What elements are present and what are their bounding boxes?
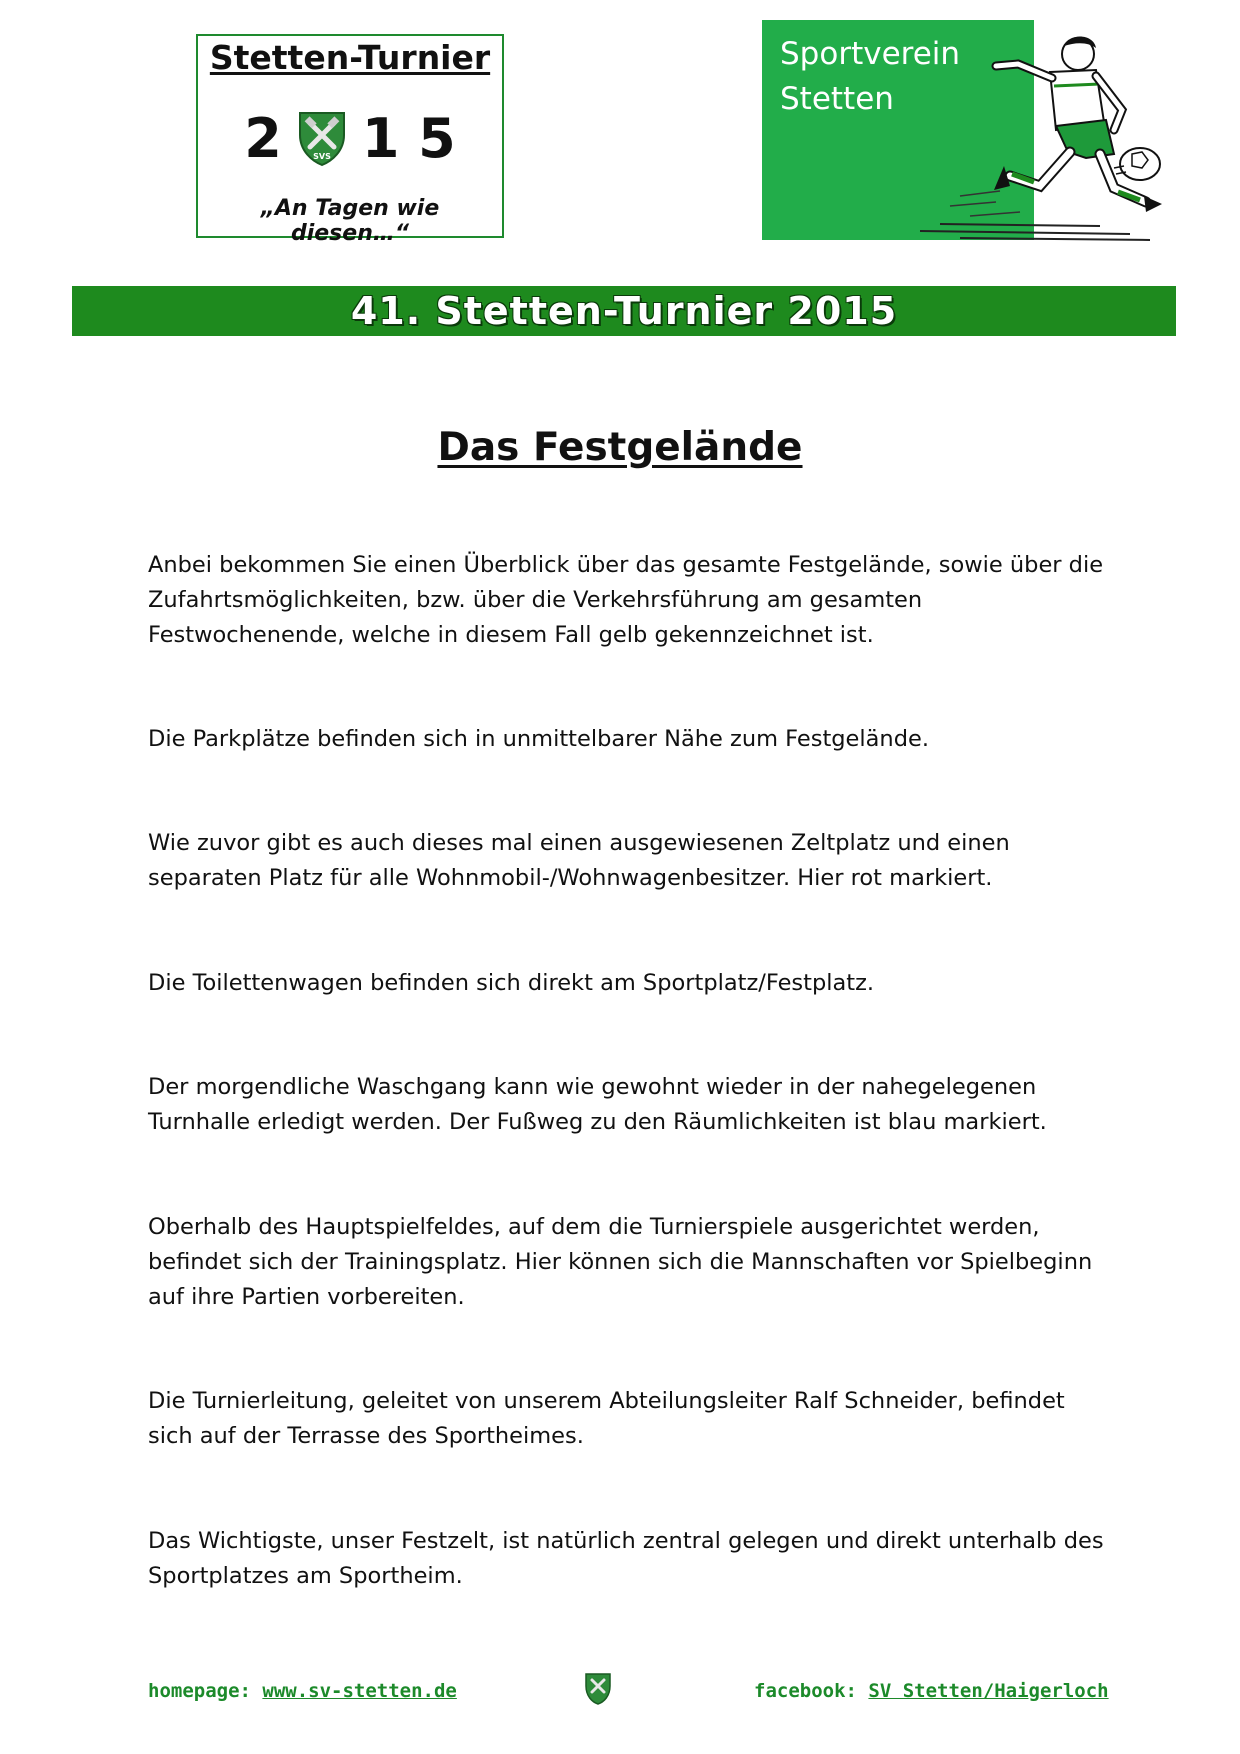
homepage-label: homepage: <box>148 1680 251 1702</box>
paragraph-training: Oberhalb des Hauptspielfeldes, auf dem die Turnierspiele ausgerichtet werden, befindet sich der Trainingsplatz. Hier können sich die Mannschaften vor Spielbeginn auf ihre Partien vorbereiten. <box>148 1214 1093 1310</box>
paragraph-parking: Die Parkplätze befinden sich in unmittelbarer Nähe zum Festgelände. <box>148 726 929 752</box>
title-banner <box>72 286 1176 336</box>
paragraph-camping: Wie zuvor gibt es auch dieses mal einen ausgewiesenen Zeltplatz und einen separaten Platz für alle Wohnmobil-/Wohnwagenbesitzer. Hier rot markiert. <box>148 830 1010 891</box>
footer-homepage <box>148 1680 457 1702</box>
paragraph-washing: Der morgendliche Waschgang kann wie gewohnt wieder in der nahegelegenen Turnhalle erledigt werden. Der Fußweg zu den Räumlichkeiten ist blau markiert. <box>148 1074 1047 1135</box>
paragraph-overview: Anbei bekommen Sie einen Überblick über das gesamte Festgelände, sowie über die Zufahrtsmöglichkeiten, bzw. über die Verkehrsführung am gesamten Festwochenende, welche in diesem Fall gelb gekennzeichnet ist. <box>148 552 1104 648</box>
crest-icon <box>296 109 348 167</box>
club-name-line2: Stetten <box>780 81 894 117</box>
logo-year <box>198 98 502 178</box>
club-name-line1: Sportverein <box>780 36 961 72</box>
logo-year-left: 2 <box>244 106 282 170</box>
page-title: Das Festgelände <box>437 425 803 470</box>
crest-icon <box>584 1672 612 1706</box>
logo-slogan: „An Tagen wie diesen…“ <box>260 196 440 246</box>
paragraph-toilets: Die Toilettenwagen befinden sich direkt am Sportplatz/Festplatz. <box>148 970 875 996</box>
soccer-player-icon <box>900 26 1190 246</box>
logo-year-right: 1 5 <box>361 106 456 170</box>
paragraph-festival-tent: Das Wichtigste, unser Festzelt, ist natürlich zentral gelegen und direkt unterhalb des Sportplatzes am Sportheim. <box>148 1528 1104 1589</box>
footer-facebook <box>754 1680 1109 1702</box>
soccer-ball-icon <box>1112 144 1164 186</box>
tournament-logo <box>196 34 504 246</box>
logo-title: Stetten-Turnier <box>209 38 491 77</box>
facebook-label: facebook: <box>754 1680 857 1702</box>
homepage-link[interactable]: www.sv-stetten.de <box>262 1680 457 1702</box>
paragraph-management: Die Turnierleitung, geleitet von unserem Abteilungsleiter Ralf Schneider, befindet sich auf der Terrasse des Sportheimes. <box>148 1388 1065 1449</box>
title-banner-text: 41. Stetten-Turnier 2015 <box>350 289 898 333</box>
svg-text:SVS: SVS <box>312 152 331 161</box>
facebook-link[interactable]: SV Stetten/Haigerloch <box>868 1680 1109 1702</box>
